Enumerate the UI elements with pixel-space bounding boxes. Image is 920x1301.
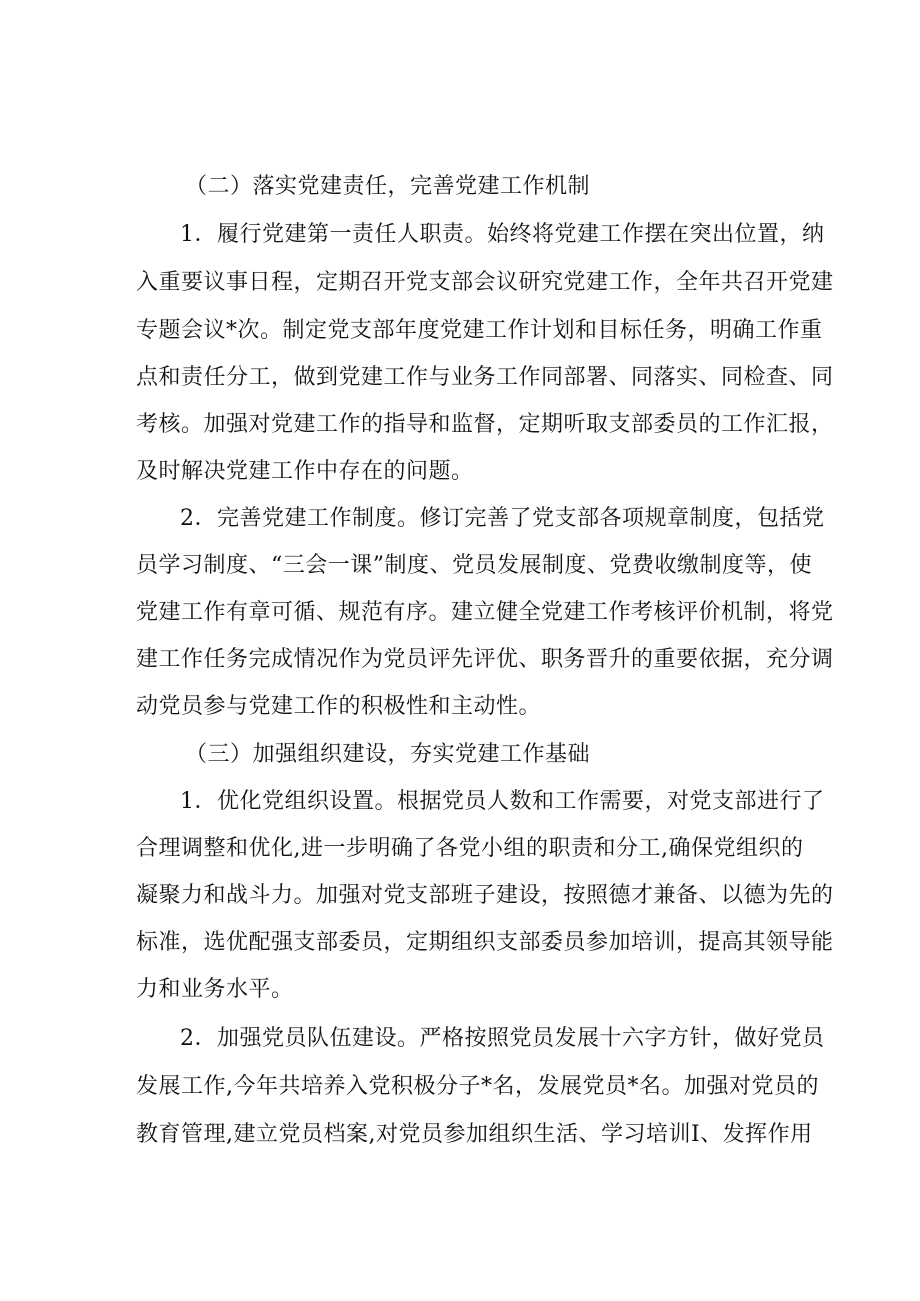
paragraph-line: 专题会议*次。制定党支部年度党建工作计划和目标任务，明确工作重	[136, 318, 823, 343]
paragraph-line: 动党员参与党建工作的积极性和主动性。	[136, 694, 542, 719]
paragraph-line: 党建工作有章可循、规范有序。建立健全党建工作考核评价机制，将党	[136, 600, 834, 625]
paragraph-line: 2．加强党员队伍建设。严格按照党员发展十六字方针，做好党员	[180, 1026, 825, 1051]
paragraph-line: 建工作任务完成情况作为党员评先评优、职务晋升的重要依据，充分调	[136, 647, 834, 672]
paragraph-line: 标准，选优配强支部委员，定期组织支部委员参加培训，提高其领导能	[136, 930, 834, 955]
paragraph-line: 点和责任分工，做到党建工作与业务工作同部署、同落实、同检查、同	[136, 365, 834, 390]
paragraph-line: 1．履行党建第一责任人职责。始终将党建工作摆在突出位置，纳	[180, 222, 825, 247]
section-heading-3: （三）加强组织建设，夯实党建工作基础	[185, 742, 591, 767]
section-heading-2: （二）落实党建责任，完善党建工作机制	[185, 174, 591, 199]
paragraph-line: 合理调整和优化,进一步明确了各党小组的职责和分工,确保党组织的	[136, 836, 804, 861]
paragraph-line: 考核。加强对党建工作的指导和监督，定期听取支部委员的工作汇报，	[136, 412, 834, 437]
paragraph-line: 教育管理,建立党员档案,对党员参加组织生活、学习培训I、发挥作用	[136, 1122, 813, 1147]
paragraph-line: 1．优化党组织设置。根据党员人数和工作需要，对党支部进行了	[180, 789, 825, 814]
paragraph-line: 入重要议事日程，定期召开党支部会议研究党建工作，全年共召开党建	[136, 270, 834, 295]
paragraph-line: 凝聚力和战斗力。加强对党支部班子建设，按照德才兼备、以德为先的	[136, 883, 834, 908]
paragraph-line: 员学习制度、“三会一课”制度、党员发展制度、党费收缴制度等，使	[136, 553, 812, 578]
paragraph-line: 及时解决党建工作中存在的问题。	[136, 459, 474, 484]
paragraph-line: 力和业务水平。	[136, 977, 294, 1002]
paragraph-line: 发展工作,今年共培养入党积极分子*名，发展党员*名。加强对党员的	[136, 1074, 819, 1099]
paragraph-line: 2．完善党建工作制度。修订完善了党支部各项规章制度，包括党	[180, 506, 825, 531]
